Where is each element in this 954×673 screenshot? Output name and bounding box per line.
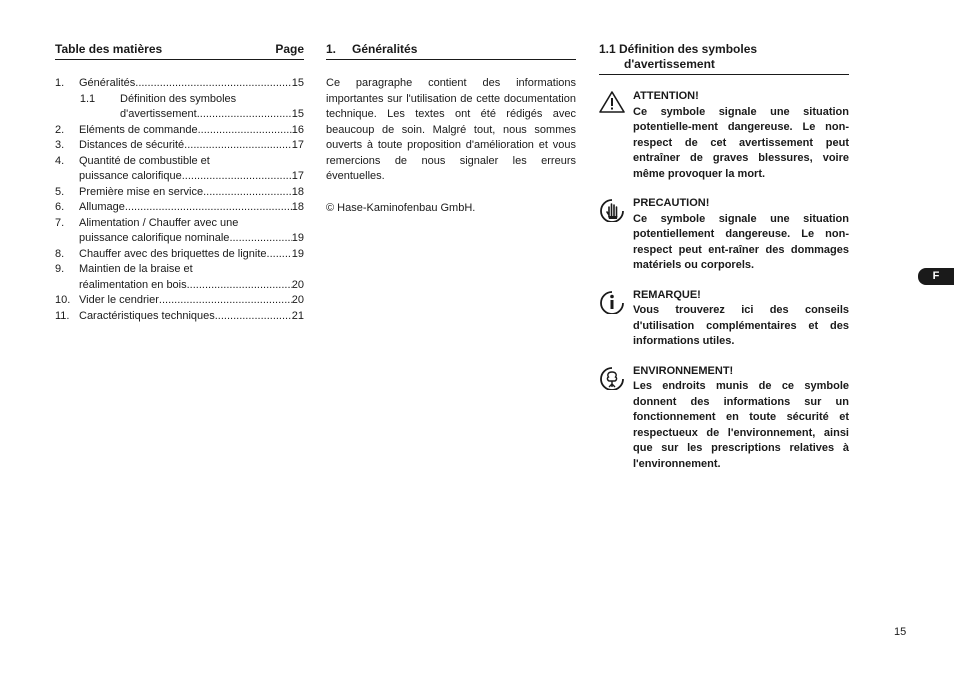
toc-item-page: 20 [291, 294, 304, 306]
symbols-title-line1: 1.1 Définition des symboles [599, 42, 758, 56]
toc-dot-leader [203, 185, 292, 201]
toc-item-title: puissance calorifique nominale [79, 232, 230, 244]
toc-title: Table des matières [55, 42, 163, 56]
toc-item-number: 4. [55, 154, 65, 167]
caution-hand-icon [599, 198, 625, 222]
toc-dot-leader [267, 247, 292, 263]
toc-item-number: 9. [55, 263, 65, 275]
toc-item-number: 1. [55, 77, 65, 89]
language-tab: F [918, 268, 954, 285]
toc-item [55, 154, 304, 185]
toc-item-number: 1.1 [79, 92, 96, 105]
toc-item-number: 11. [55, 309, 70, 322]
toc-item [55, 200, 304, 216]
toc-dot-leader [198, 123, 292, 139]
toc-item-number: 10. [55, 294, 71, 306]
toc-item [55, 309, 304, 325]
symbol-title: ATTENTION! [633, 90, 699, 102]
symbol-attention [599, 89, 849, 182]
toc-item-title: puissance calorifique [79, 170, 182, 182]
environment-tree-icon [599, 366, 625, 390]
toc-item-number: 8. [55, 247, 65, 260]
toc-item [55, 247, 304, 263]
symbols-column [599, 42, 849, 472]
toc-list [55, 76, 304, 324]
toc-item-title: Caractéristiques techniques [79, 309, 215, 322]
toc-header [55, 42, 304, 60]
toc-page-label: Page [275, 42, 304, 56]
symbol-text: Ce symbole signale une situation potentiellement dangereuse. Le non-respect peut ent-raîner des dommages matériels ou corporels. [633, 212, 849, 271]
toc-item-title: réalimentation en bois [79, 278, 187, 291]
toc-item-page: 16 [291, 123, 304, 136]
toc-item-page: 20 [291, 278, 304, 291]
symbols-header [599, 42, 849, 75]
toc-dot-leader [215, 309, 292, 325]
toc-item-page: 18 [291, 201, 304, 213]
toc-dot-leader [184, 138, 292, 154]
toc-item-line: Maintien de la braise et [79, 263, 193, 275]
toc-item-page: 19 [291, 232, 304, 244]
symbol-title: PRECAUTION! [633, 197, 710, 209]
toc-column [55, 42, 304, 324]
toc-item-number: 6. [55, 201, 65, 213]
toc-item-page: 15 [291, 108, 304, 120]
toc-dot-leader [182, 169, 292, 185]
toc-item-line: Quantité de combustible et [79, 154, 210, 167]
copyright-text: © Hase-Kaminofenbau GmbH. [326, 201, 476, 214]
toc-item-title: Distances de sécurité [79, 139, 185, 151]
toc-dot-leader [187, 278, 292, 294]
toc-item-number: 7. [55, 216, 65, 229]
toc-item [55, 216, 304, 247]
toc-item-title: Eléments de commande [79, 123, 198, 136]
toc-item [55, 185, 304, 201]
general-header [326, 42, 576, 60]
toc-item-number: 5. [55, 185, 65, 198]
toc-item-page: 19 [291, 247, 304, 260]
toc-item-title: Chauffer avec des briquettes de lignite [79, 247, 267, 260]
symbols-title-line2: d'avertissement [624, 57, 715, 71]
warning-triangle-icon [599, 91, 625, 113]
toc-item-page: 17 [291, 139, 304, 151]
toc-item-number: 3. [55, 139, 65, 151]
symbol-precaution [599, 196, 849, 274]
symbol-text: Ce symbole signale une situation potentielle-ment dangereuse. Le non-respect de cet avertissement peut entraîner de graves blessures, voire même provoquer la mort. [633, 105, 849, 180]
toc-item-title: Allumage [79, 201, 125, 213]
symbol-remark [599, 288, 849, 350]
toc-item-line: Alimentation / Chauffer avec une [79, 216, 239, 229]
toc-item-line: Définition des symboles [120, 92, 237, 105]
toc-dot-leader [125, 200, 292, 216]
toc-item-title: Généralités [79, 77, 136, 89]
toc-item [55, 293, 304, 309]
toc-item-page: 17 [291, 170, 304, 182]
toc-item [55, 138, 304, 154]
general-number: 1. [326, 42, 337, 56]
toc-dot-leader [197, 107, 292, 123]
toc-item [55, 92, 304, 123]
general-title: Généralités [352, 42, 418, 56]
toc-item-title: d'avertissement [120, 108, 197, 120]
toc-item-page: 15 [291, 77, 304, 89]
toc-dot-leader [135, 76, 291, 92]
symbol-title: ENVIRONNEMENT! [633, 364, 734, 377]
toc-item-page: 18 [291, 185, 304, 198]
info-icon [599, 290, 625, 314]
general-paragraph: Ce paragraphe contient des informations importantes sur l'utilisation de cette documentation technique. Les textes ont été rédigés avec beaucoup de soin. Malgré tout, nous sommes ouverts à toute proposition d'amélioration et vous remercions de nous signaler les erreurs éventuelles. [326, 77, 576, 182]
toc-dot-leader [159, 293, 292, 309]
toc-item-number: 2. [55, 123, 65, 136]
symbol-text: Vous trouverez ici des conseils d'utilisation complémentaires et des informations utiles. [633, 304, 849, 347]
toc-item [55, 123, 304, 139]
toc-dot-leader [229, 231, 291, 247]
page-number: 15 [894, 626, 907, 638]
toc-item [55, 262, 304, 293]
toc-item-page: 21 [291, 309, 304, 322]
symbol-text: Les endroits munis de ce symbole donnent des informations sur un fonctionnement en toute sécurité et respectueux de l'environnement, ainsi que sur les prescriptions relatives à l'environnement. [633, 380, 849, 470]
toc-item-title: Vider le cendrier [79, 294, 159, 306]
toc-item-title: Première mise en service [79, 185, 204, 198]
general-column [326, 42, 576, 216]
symbol-environment [599, 364, 849, 473]
toc-item [55, 76, 304, 92]
symbol-title: REMARQUE! [633, 288, 701, 301]
